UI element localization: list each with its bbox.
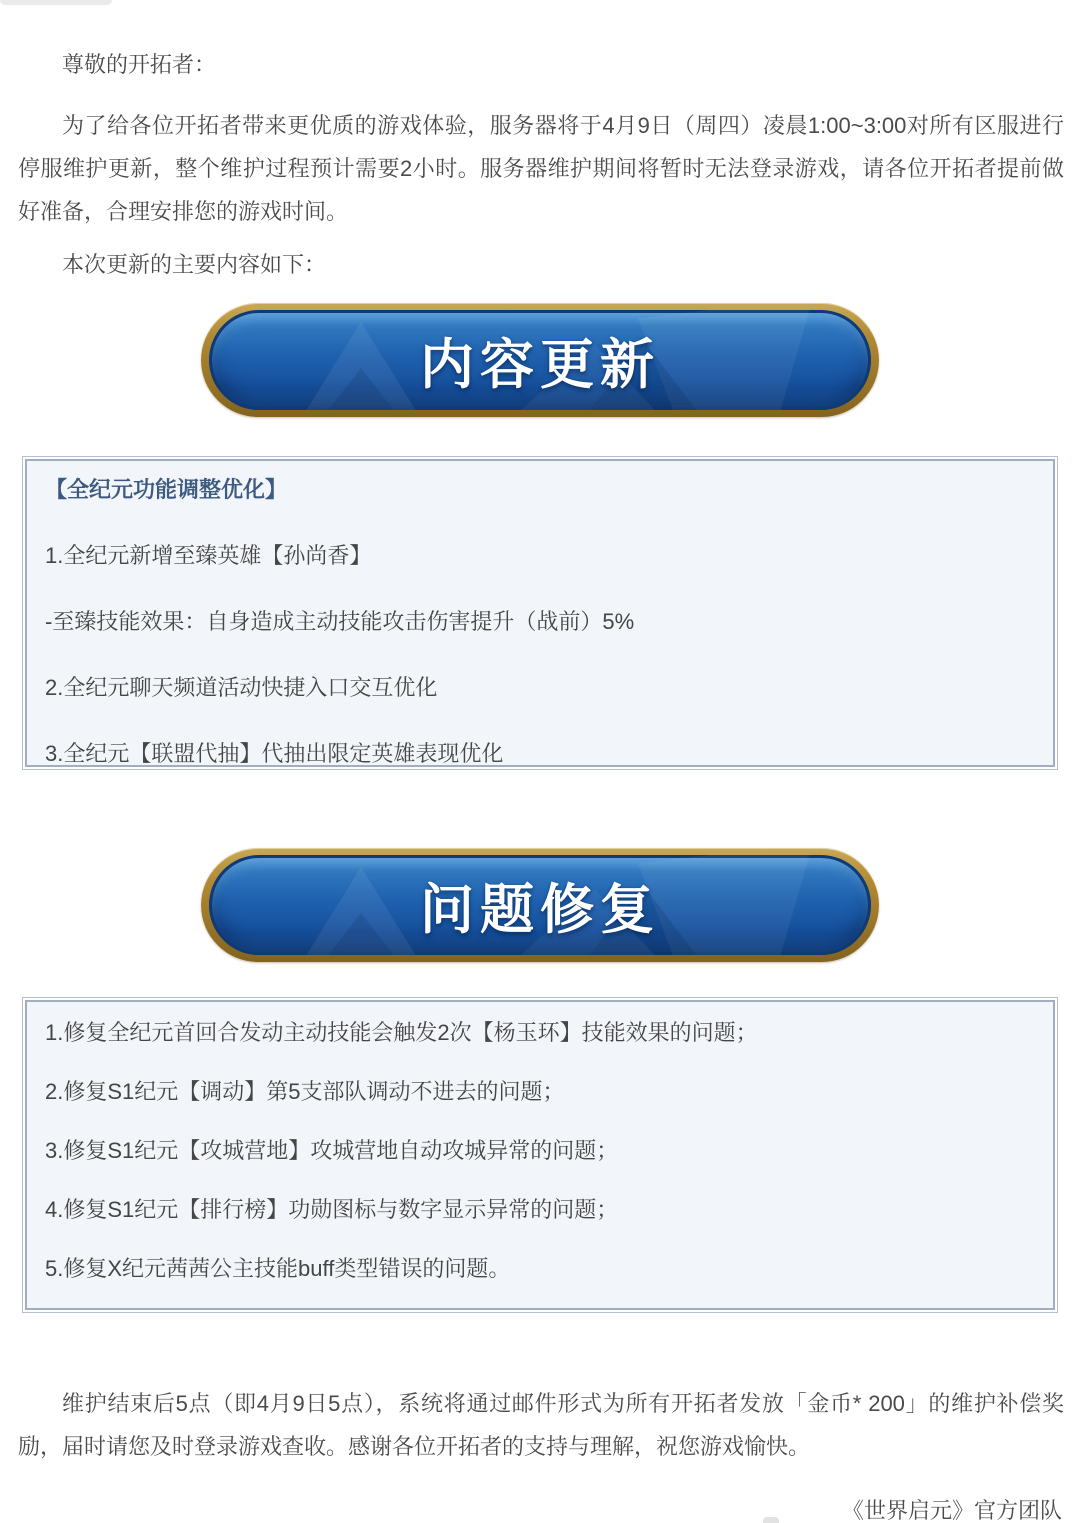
update-item: 1.全纪元新增至臻英雄【孙尚香】: [45, 543, 372, 568]
content-update-banner-core: [209, 310, 871, 410]
fix-item: 2.修复S1纪元【调动】第5支部队调动不进去的问题；: [45, 1079, 565, 1104]
banner-facet-decoration: [638, 855, 813, 955]
update-item: 2.全纪元聊天频道活动快捷入口交互优化: [45, 675, 438, 700]
fix-item: 4.修复S1纪元【排行榜】功勋图标与数字显示异常的问题；: [45, 1197, 619, 1222]
bug-fix-box: [25, 1000, 1055, 1310]
content-update-banner: [201, 303, 879, 417]
bottom-edge-artifact: [763, 1517, 779, 1523]
bug-fix-banner-title: 问题修复: [420, 879, 660, 940]
banner-facet-decoration: [638, 310, 813, 410]
compensation-paragraph: 维护结束后5点（即4月9日5点），系统将通过邮件形式为所有开拓者发放「金币* 200」的维护补偿奖励，届时请您及时登录游戏查收。感谢各位开拓者的支持与理解，祝您游戏愉快。: [18, 1391, 1064, 1459]
update-lead-text: 本次更新的主要内容如下：: [62, 252, 327, 277]
bug-fix-banner-core: [209, 855, 871, 955]
content-update-box: [25, 459, 1055, 767]
top-edge-artifact: [0, 0, 112, 5]
maintenance-intro-paragraph: 为了给各位开拓者带来更优质的游戏体验，服务器将于4月9日（周四）凌晨1:00~3:00对所有区服进行停服维护更新，整个维护过程预计需要2小时。服务器维护期间将暂时无法登录游戏，请各位开拓者提前做好准备，合理安排您的游戏时间。: [18, 113, 1064, 224]
greeting-text: 尊敬的开拓者：: [62, 52, 217, 77]
signature-text: 《世界启元》官方团队: [841, 1498, 1062, 1523]
bug-fix-banner: [201, 848, 879, 962]
fix-item: 1.修复全纪元首回合发动主动技能会触发2次【杨玉环】技能效果的问题；: [45, 1020, 758, 1045]
fix-item: 3.修复S1纪元【攻城营地】攻城营地自动攻城异常的问题；: [45, 1138, 619, 1163]
fix-item: 5.修复X纪元茜茜公主技能buff类型错误的问题。: [45, 1256, 511, 1281]
banner-facet-decoration: [305, 913, 417, 955]
update-item: 3.全纪元【联盟代抽】代抽出限定英雄表现优化: [45, 741, 504, 766]
banner-facet-decoration: [305, 368, 417, 410]
update-item: -至臻技能效果：自身造成主动技能攻击伤害提升（战前）5%: [45, 609, 635, 634]
content-update-box-heading: 【全纪元功能调整优化】: [45, 477, 288, 502]
content-update-banner-title: 内容更新: [420, 334, 660, 395]
